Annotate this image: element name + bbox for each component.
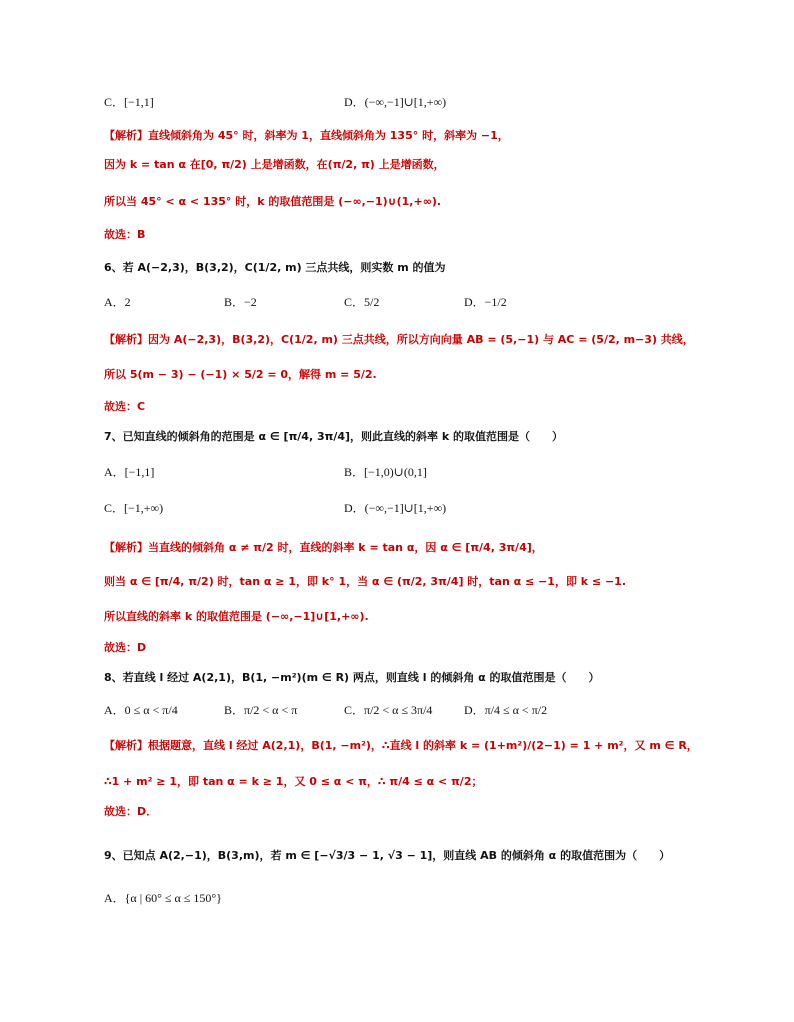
q7-option-d: D．(−∞,−1]∪[1,+∞): [344, 501, 447, 515]
q6-analysis-text-1: 因为 A(−2,3)，B(3,2)，C(1/2, m) 三点共线，所以方向向量 AB = (5,−1) 与 AC = (5/2, m−3) 共线，: [148, 333, 694, 346]
q8-answer: 故选：D．: [104, 805, 158, 818]
analysis-tag: 【解析】: [104, 541, 148, 554]
q8-analysis-line-2: ∴1 + m² ≥ 1，即 tan α = k ≥ 1，又 0 ≤ α < π，∴ π/4 ≤ α < π/2；: [104, 775, 483, 788]
q6-analysis-line-1: [104, 330, 694, 350]
q6-answer: 故选：C: [104, 400, 146, 413]
q7-option-b: B．[−1,0)∪(0,1]: [344, 465, 427, 479]
q8-option-a: A．0 ≤ α < π/4: [104, 703, 178, 717]
q9-option-a: A．{α | 60° ≤ α ≤ 150°}: [104, 891, 222, 905]
q6-stem: 6、若 A(−2,3)，B(3,2)，C(1/2, m) 三点共线，则实数 m 的值为: [104, 261, 446, 274]
q7-analysis-line-1: [104, 538, 543, 558]
q7-analysis-text-1: 当直线的倾斜角 α ≠ π/2 时，直线的斜率 k = tan α，因 α ∈ [π/4, 3π/4]，: [148, 541, 543, 554]
q5-analysis-text-1: 直线倾斜角为 45° 时，斜率为 1，直线倾斜角为 135° 时，斜率为 −1，: [148, 129, 509, 142]
q7-stem: 7、已知直线的倾斜角的范围是 α ∈ [π/4, 3π/4]，则此直线的斜率 k 的取值范围是（ ）: [104, 430, 563, 443]
analysis-tag: 【解析】: [104, 129, 148, 142]
q7-option-a: A．[−1,1]: [104, 465, 155, 479]
analysis-tag: 【解析】: [104, 333, 148, 346]
q8-analysis-line-1: [104, 736, 698, 756]
q5-answer: 故选：B: [104, 228, 146, 241]
q7-analysis-line-3: 所以直线的斜率 k 的取值范围是 (−∞,−1]∪[1,+∞).: [104, 610, 369, 623]
q8-analysis-text-1: 根据题意，直线 l 经过 A(2,1)，B(1, −m²)，∴直线 l 的斜率 k = (1+m²)/(2−1) = 1 + m²，又 m ∈ R，: [148, 739, 698, 752]
q7-analysis-line-2: 则当 α ∈ [π/4, π/2) 时，tan α ≥ 1，即 k° 1，当 α ∈ (π/2, 3π/4] 时，tan α ≤ −1，即 k ≤ −1.: [104, 575, 627, 588]
q5-analysis-line-3: 所以当 45° < α < 135° 时，k 的取值范围是 (−∞,−1)∪(1,+∞).: [104, 195, 442, 208]
q6-analysis-line-2: 所以 5(m − 3) − (−1) × 5/2 = 0，解得 m = 5/2.: [104, 368, 377, 381]
q8-option-d: D．π/4 ≤ α < π/2: [464, 703, 548, 717]
q5-option-c: C．[−1,1]: [104, 95, 154, 109]
q8-option-b: B．π/2 < α < π: [224, 703, 298, 717]
q6-option-b: B．−2: [224, 295, 257, 309]
analysis-tag: 【解析】: [104, 739, 148, 752]
q8-stem: 8、若直线 l 经过 A(2,1)，B(1, −m²)(m ∈ R) 两点，则直线 l 的倾斜角 α 的取值范围是（ ）: [104, 671, 600, 684]
q6-option-a: A．2: [104, 295, 131, 309]
q7-answer: 故选：D: [104, 641, 147, 654]
q5-analysis-line-2: 因为 k = tan α 在[0, π/2) 上是增函数，在(π/2, π) 上是增函数，: [104, 158, 445, 171]
q6-option-c: C．5/2: [344, 295, 380, 309]
q6-option-d: D．−1/2: [464, 295, 507, 309]
q5-analysis-line-1: [104, 126, 509, 146]
q5-option-d: D．(−∞,−1]∪[1,+∞): [344, 95, 447, 109]
q7-option-c: C．[−1,+∞): [104, 501, 164, 515]
q8-option-c: C．π/2 < α ≤ 3π/4: [344, 703, 433, 717]
q9-stem: 9、已知点 A(2,−1)，B(3,m)，若 m ∈ [−√3/3 − 1, √3 − 1]，则直线 AB 的倾斜角 α 的取值范围为（ ）: [104, 849, 671, 862]
